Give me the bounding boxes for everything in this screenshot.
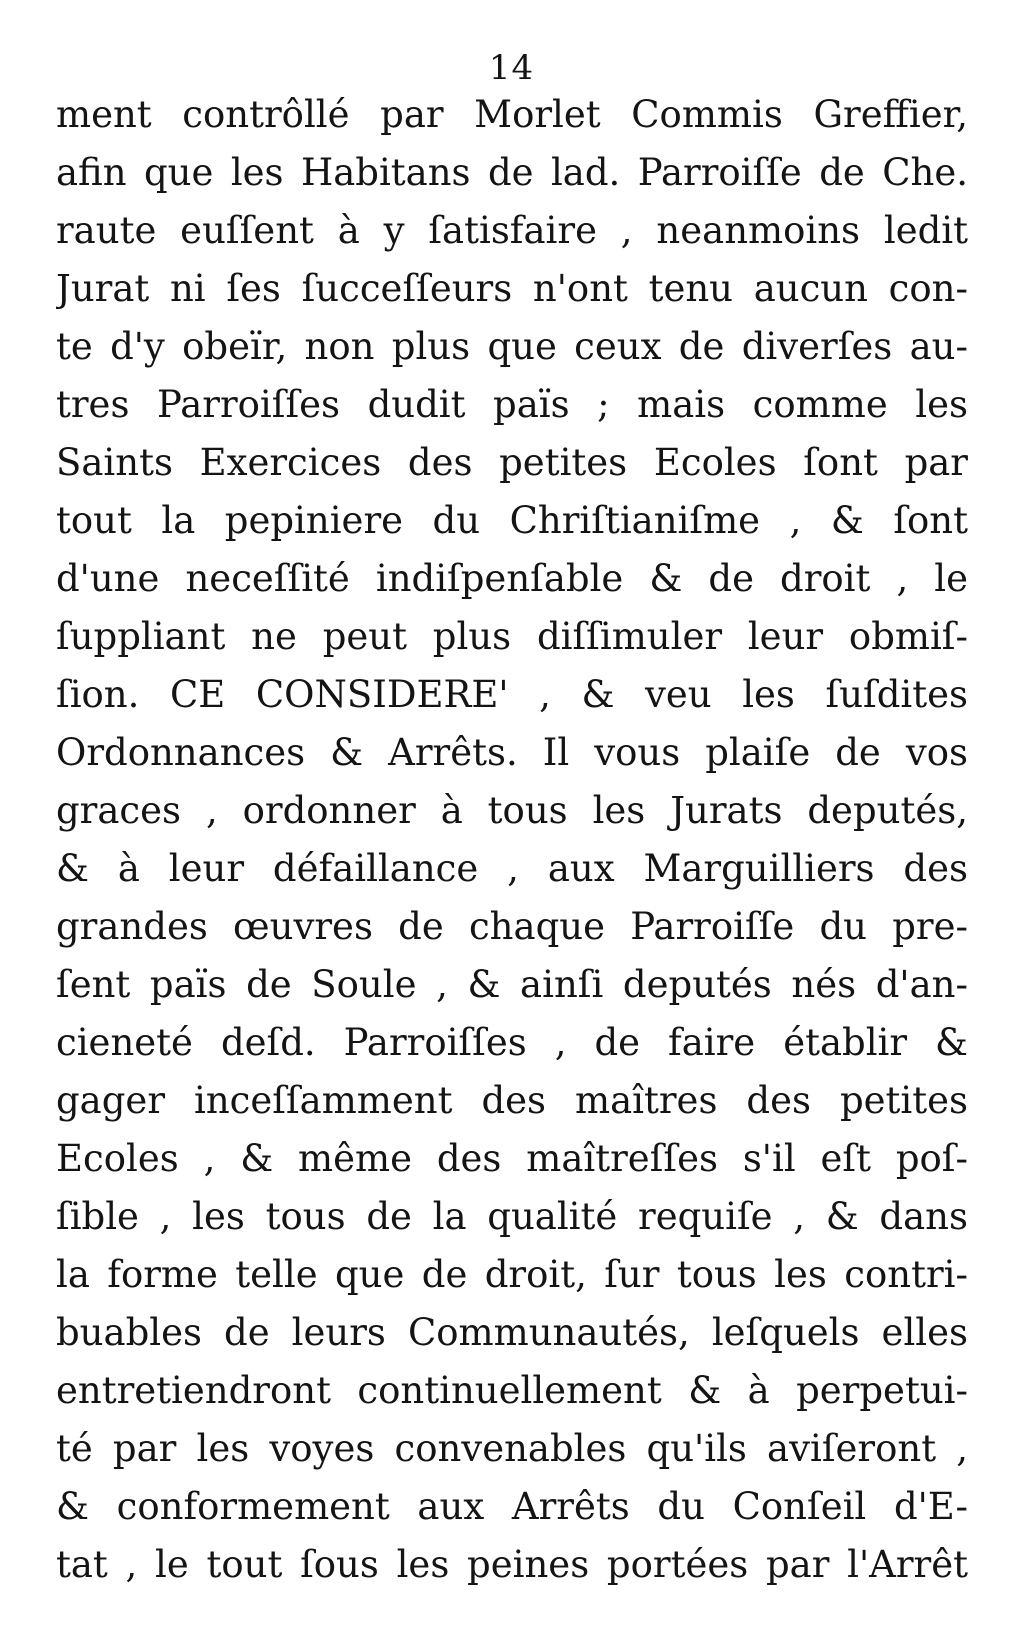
text-line: té par les voyes convenables qu'ils aviſeront ,: [56, 1427, 968, 1470]
text-line: ſible , les tous de la qualité requiſe , & dans: [56, 1195, 968, 1238]
text-line: ſion. CE CONSIDERE' , & veu les ſuſdites: [56, 673, 968, 716]
text-line: grandes œuvres de chaque Parroiſſe du pre-: [56, 905, 968, 948]
text-line: Saints Exercices des petites Ecoles ſont par: [56, 441, 968, 484]
text-line: buables de leurs Communautés, leſquels elles: [56, 1311, 968, 1354]
text-line: tat , le tout ſous les peines portées par l'Arrêt: [56, 1543, 968, 1586]
text-line: afin que les Habitans de lad. Parroiſſe de Che.: [56, 151, 968, 194]
text-line: ment contrôllé par Morlet Commis Greffier,: [56, 93, 968, 136]
text-line: cieneté deſd. Parroiſſes , de faire établir &: [56, 1021, 968, 1064]
text-line: Ecoles , & même des maîtreſſes s'il eſt poſ-: [56, 1137, 968, 1180]
text-line: graces , ordonner à tous les Jurats deputés,: [56, 789, 968, 832]
text-line: ſuppliant ne peut plus diſſimuler leur obmiſ-: [56, 615, 968, 658]
text-line: raute euſſent à y ſatisfaire , neanmoins ledit: [56, 209, 968, 252]
text-line: gager inceſſamment des maîtres des petites: [56, 1079, 968, 1122]
text-line: tres Parroiſſes dudit païs ; mais comme les: [56, 383, 968, 426]
text-line: d'une neceſſité indiſpenſable & de droit , le: [56, 557, 968, 600]
text-line: Jurat ni ſes ſucceſſeurs n'ont tenu aucun con-: [56, 267, 968, 310]
text-line: tout la pepiniere du Chriſtianiſme , & ſont: [56, 499, 968, 542]
text-line: entretiendront continuellement & à perpetui-: [56, 1369, 968, 1412]
body-text: [56, 86, 968, 1594]
page-number: 14: [488, 48, 535, 88]
text-line: ſent païs de Soule , & ainſi deputés nés d'an-: [56, 963, 968, 1006]
text-line: & conformement aux Arrêts du Conſeil d'E-: [56, 1485, 968, 1528]
text-line: te d'y obeïr, non plus que ceux de diverſes au-: [56, 325, 968, 368]
text-line: Ordonnances & Arrêts. Il vous plaiſe de vos: [56, 731, 968, 774]
text-line: & à leur défaillance , aux Marguilliers des: [56, 847, 968, 890]
text-line: la forme telle que de droit, ſur tous les contri-: [56, 1253, 968, 1296]
